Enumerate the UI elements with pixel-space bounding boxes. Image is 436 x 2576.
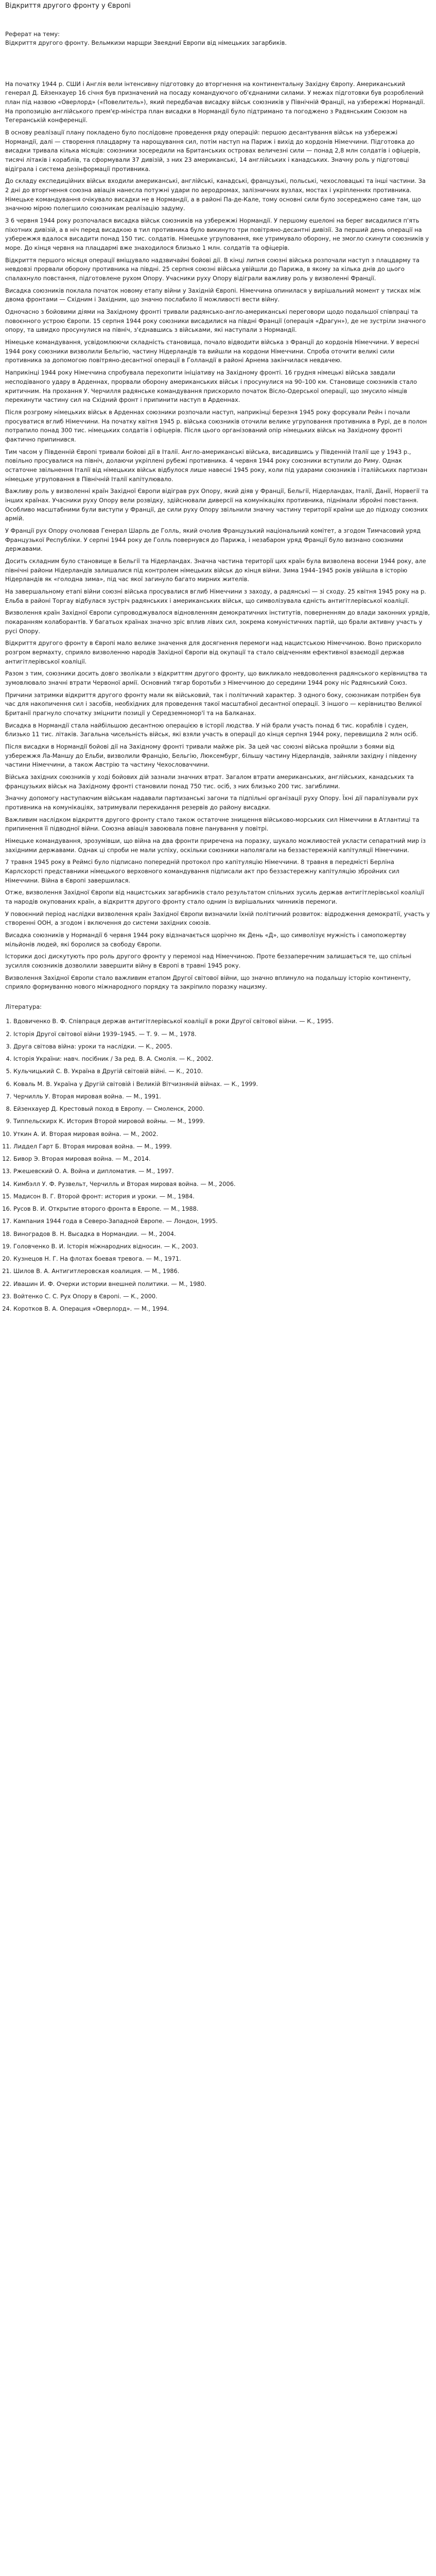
reference-item: 6. Коваль М. В. Україна у Другій світовій і Великій Вітчизняній війнах. — К., 1999.	[13, 1079, 431, 1089]
body-paragraph: З 6 червня 1944 року розпочалася висадка військ союзників на узбережжі Нормандії. У першому ешелоні на берег висадилися п'ять піхотних дивізій, а в ніч перед висадкою в тил противника було викинуто три повітряно-десантні дивізії. За перший день операції на узбережжя вдалося висадити понад 150 тис. солдатів. Німецьке угруповання, яке утримувало оборону, не змогло скинути союзників у море. До кінця червня на плацдармі вже знаходилося близько 1 млн. солдатів та офіцерів.	[5, 217, 429, 252]
body-paragraph: Німецьке командування, зрозумівши, що війна на два фронти приречена на поразку, шукало можливостей укласти сепаратний мир із західними державами. Однак ці спроби не мали успіху, оскільки союзники наполягали на беззастережній капітуляції Німеччини.	[5, 837, 426, 854]
body-paragraph: Після розгрому німецьких військ в Арденнах союзники розпочали наступ, наприкінці березня 1945 року форсували Рейн і почали просуватися вглиб Німеччини. На початку квітня 1945 р. війська союзників оточили велике угруповання противника в Рурі, де в полон потрапило понад 300 тис. німецьких солдатів і офіцерів. Після цього організований опір німецьких військ на Західному фронті фактично припинився.	[5, 408, 427, 443]
reference-item: 12. Бивор Э. Вторая мировая война. — М., 2014.	[13, 1154, 431, 1163]
reference-item: 2. Історія Другої світової війни 1939–1945. — Т. 9. — М., 1978.	[13, 1029, 431, 1039]
references-section	[5, 1002, 431, 1313]
body-paragraph: Війська західних союзників у ході бойових дій зазнали значних втрат. Загалом втрати американських, англійських, канадських та французьких військ на Західному фронті становили понад 750 тис. осіб, з них близько 200 тис. загиблими.	[5, 773, 414, 790]
reference-item: 8. Ейзенхауер Д. Крестовый поход в Европу. — Смоленск, 2000.	[13, 1104, 431, 1113]
body-paragraph: Важливу роль у визволенні країн Західної Європи відіграв рух Опору, який діяв у Франції, Бельгії, Нідерландах, Італії, Данії, Норвегії та інших країнах. Учасники руху Опору вели розвідку, здійснювали диверсії на комунікаціях противника, піднімали збройні повстання. Особливо масштабними були виступи у Франції, де сили руху Опору звільнили значну частину території країни ще до підходу союзних армій.	[5, 487, 429, 522]
body-paragraph: 7 травня 1945 року в Реймсі було підписано попередній протокол про капітуляцію Німеччини. 8 травня в передмісті Берліна Карлсхорсті представники німецького верховного командування підписали акт про беззастережну капітуляцію збройних сил Німеччини. Війна в Європі завершилася.	[5, 858, 399, 884]
body-paragraph: Висадка в Нормандії стала найбільшою десантною операцією в історії людства. У ній брали участь понад 6 тис. кораблів і суден, близько 11 тис. літаків. Загальна чисельність військ, які взяли участь в операції до кінця серпня 1944 року, перевищила 2 млн осіб.	[5, 721, 418, 738]
body-paragraph: Після висадки в Нормандії бойові дії на Західному фронті тривали майже рік. За цей час союзні війська пройшли з боями від узбережжя Ла-Маншу до Ельби, визволили Францію, Бельгію, Люксембург, більшу частину Нідерландів, зайняли західну і південну частини Німеччини, а також Австрію та частину Чехословаччини.	[5, 743, 417, 769]
reference-item: 4. Історія України: навч. посібник / За ред. В. А. Смолія. — К., 2002.	[13, 1054, 431, 1063]
body-paragraph: У Франції рух Опору очолював Генерал Шарль де Голль, який очолив Французький національний комітет, а згодом Тимчасовий уряд Французької Республіки. У серпні 1944 року де Голль повернувся до Парижа, і незабаром уряд Франції було визнано союзними державами.	[5, 527, 421, 553]
body-paragraph: На початку 1944 р. СШИ і Англія вели інтенсивну підготовку до вторгнення на континентальну Західну Європу. Американський генерал Д. Ейзенхауер 16 січня був призначений на посаду командуючого об'єднаними силами. У межах підготовки був розроблений план під назвою «Оверлорд» («Повелитель»), який передбачав висадку військ союзників у Північній Франції, на узбережжі Нормандії. На пропозицію англійського прем'єр-міністра план висадки в Нормандії було підтримано та погоджено з Радянським Союзом на Тегеранській конференції.	[5, 80, 425, 124]
reference-item: 10. Уткин А. И. Вторая мировая война. — М., 2002.	[13, 1129, 431, 1139]
body-paragraph: Висадка союзників у Нормандії 6 червня 1944 року відзначається щорічно як День «Д», що символізує мужність і самопожертву мільйонів людей, які боролися за свободу Європи.	[5, 931, 407, 948]
body-paragraph: Одночасно з бойовими діями на Західному фронті тривали радянсько-англо-американські переговори щодо подальшої співпраці та повоєнного устрою Європи. 15 серпня 1944 року союзники висадилися на півдні Франції (операція «Драгун»), де не зустріли значного опору, та швидко просунулися на північ, з'єднавшись з військами, які наступали з Нормандії.	[5, 308, 426, 334]
body-paragraph: Причини затримки відкриття другого фронту мали як військовий, так і політичний характер. З одного боку, союзникам потрібен був час для накопичення сил і засобів, необхідних для проведення такої масштабної десантної операції. З іншого — керівництво Великої Британії прагнуло спочатку зміцнити позиції у Середземномор'ї та на Балканах.	[5, 691, 422, 717]
reference-item: 19. Головченко В. И. Історія міжнародних відносин. — К., 2003.	[13, 1242, 431, 1251]
reference-item: 17. Кампания 1944 года в Северо-Западной Европе. — Лондон, 1995.	[13, 1216, 431, 1226]
references-title: Література:	[5, 1003, 42, 1011]
body-paragraph: Історики досі дискутують про роль другого фронту у перемозі над Німеччиною. Проте беззаперечним залишається те, що спільні зусилля союзників дозволили завершити війну в Європі в травні 1945 року.	[5, 953, 412, 970]
body-paragraph: Висадка союзників поклала початок новому етапу війни у Західній Європі. Німеччина опинилася у вирішальний момент у тисках між двома фронтами — Східним і Західним, що значно послабило її можливості вести війну.	[5, 286, 421, 303]
body-paragraph: Відкриття другого фронту в Європі мало велике значення для досягнення перемоги над нацистською Німеччиною. Воно прискорило розгром вермахту, сприяло визволенню народів Західної Європи від окупації та стало свідченням ефективної взаємодії держав антигітлерівської коаліції.	[5, 639, 422, 665]
body-paragraph: Відкриття першого місяця операції вміщувало надзвичайні бойові дії. В кінці липня союзні війська розпочали наступ з плацдарму та невдовзі прорвали оборону противника на півдні. 25 серпня союзні війська увійшли до Парижа, в якому за кілька днів до цього спалахнуло повстання, підготовлене рухом Опору. Учасники руху Опору відіграли важливу роль у визволенні Франції.	[5, 256, 420, 282]
reference-item: 20. Кузнецов Н. Г. На флотах боевая тревога. — М., 1971.	[13, 1254, 431, 1263]
body-paragraph: Німецьке командування, усвідомлюючи складність становища, почало відводити війська з Франції до кордонів Німеччини. У вересні 1944 року союзники визволили Бельгію, частину Нідерландів та вийшли на кордони Німеччини. Спроба оточити великі сили противника за допомогою повітряно-десантної операції в Голландії в районі Арнема закінчилася невдачею.	[5, 338, 420, 364]
reference-item: 22. Ивашин И. Ф. Очерки истории внешней политики. — М., 1980.	[13, 1279, 431, 1289]
body-paragraph: Визволення країн Західної Європи супроводжувалося відновленням демократичних інститутів, поверненням до влади законних урядів, покаранням колаборантів. У багатьох країнах значно зріс вплив лівих сил, зокрема комуністичних партій, що брали активну участь у русі Опору.	[5, 609, 430, 635]
body-paragraph: Разом з тим, союзники досить довго зволікали з відкриттям другого фронту, що викликало невдоволення радянського керівництва та зумовлювало значні втрати Червоної армії. Основний тягар боротьби з Німеччиною до середини 1944 року ніс Радянський Союз.	[5, 670, 427, 686]
body-paragraph: Отже, визволення Західної Європи від нацистських загарбників стало результатом спільних зусиль держав антигітлерівської коаліції та народів окупованих країн, а відкриття другого фронту стало одним із вирішальних чинників перемоги.	[5, 889, 424, 906]
body-paragraph: В основу реалізації плану покладено було послідовне проведення ряду операцій: першою десантування військ на узбережжі Нормандії, далі — створення плацдарму та нарощування сил, потім наступ на Париж і вихід до кордонів Німеччини. Підготовка до висадки тривала кілька місяців: союзники зосередили на Британських островах величезні сили — понад 2,8 млн солдатів і офіцерів, тисячі літаків і кораблів, та сформували 37 дивізій, з них 23 американські, 14 англійських і канадських. Значну роль у підготовці відіграла і система дезінформації противника.	[5, 129, 421, 173]
reference-item: 9. Типпельскирх К. История Второй мировой войны. — М., 1999.	[13, 1116, 431, 1126]
reference-item: 21. Шилов В. А. Антигитлеровская коалиция. — М., 1986.	[13, 1266, 431, 1276]
body-paragraph: Наприкінці 1944 року Німеччина спробувала перехопити ініціативу на Західному фронті. 16 грудня німецькі війська завдали несподіваного удару в Арденнах, прорвали оборону американських військ і просунулися на 90–100 км. Становище союзників стало критичним. На прохання У. Черчилля радянське командування прискорило початок Вісло-Одерської операції, що змусило німців перекинути частину сил на Східний фронт і припинити наступ в Арденнах.	[5, 369, 417, 404]
body-paragraph: Значну допомогу наступаючим військам надавали партизанські загони та підпільні організації руху Опору. Їхні дії паралізували рух противника на комунікаціях, затримували перекидання резервів до району висадки.	[5, 794, 418, 811]
reference-item: 24. Коротков В. А. Операция «Оверлорд». — М., 1994.	[13, 1304, 431, 1313]
body-paragraph: Тим часом у Південній Європі тривали бойові дії в Італії. Англо-американські війська, висадившись у Південній Італії ще у 1943 р., повільно просувалися на північ, долаючи укріплені рубежі противника. 4 червня 1944 року союзники вступили до Риму. Однак остаточне звільнення Італії від німецьких військ відбулося лише навесні 1945 року, коли під ударами союзників і італійських партизан німецьке угруповання в Північній Італії капітулювало.	[5, 448, 428, 483]
reference-item: 7. Черчилль У. Вторая мировая война. — М., 1991.	[13, 1092, 431, 1101]
body-paragraph: Визволення Західної Європи стало важливим етапом Другої світової війни, що значно вплинуло на подальшу історію континенту, сприяло формуванню нового міжнародного порядку та закріпило поразку нацизму.	[5, 974, 411, 991]
essay-subject: Відкриття другого фронту. Вельмкиэи марщри Звеядниї Европи від німецьких загарбиків.	[5, 39, 287, 46]
essay-label: Реферат на тему:	[5, 30, 60, 38]
body-paragraph: До складу експедиційних військ входили американські, англійські, канадські, французькі, польські, чехословацькі та інші частини. За 2 дні до вторгнення союзна авіація нанесла потужні удари по аеродромах, залізничних вузлах, мостах і укріпленнях противника. Німецьке командування очікувало висадки не в Нормандії, а в районі Па-де-Кале, тому основні сили було зосереджено саме там, що значною мірою полегшило союзникам реалізацію задуму.	[5, 177, 426, 212]
reference-item: 14. Кимбэлл У. Ф. Рузвельт, Черчилль и Вторая мировая война. — М., 2006.	[13, 1179, 431, 1189]
reference-item: 5. Кульчицький С. В. Україна в Другій світовій війні. — К., 2010.	[13, 1066, 431, 1076]
reference-item: 1. Вдовиченко В. Ф. Співпраця держав антигітлерівської коаліції в роки Другої світової війни. — К., 1995.	[13, 1016, 431, 1026]
body-paragraph: Досить складним було становище в Бельгії та Нідерландах. Значна частина території цих країн була визволена восени 1944 року, але північні райони Нідерландів залишалися під контролем німецьких військ до кінця війни. Зима 1944–1945 років увійшла в історію Нідерландів як «голодна зима», під час якої загинуло багато мирних жителів.	[5, 557, 426, 583]
reference-item: 15. Мадисон В. Г. Второй фронт: история и уроки. — М., 1984.	[13, 1192, 431, 1201]
reference-item: 11. Лиддел Гарт Б. Вторая мировая война. — М., 1999.	[13, 1142, 431, 1151]
reference-item: 13. Ржешевский О. А. Война и дипломатия. — М., 1997.	[13, 1166, 431, 1176]
references-list	[5, 1016, 431, 1313]
reference-item: 23. Войтенко С. С. Рух Опору в Європі. — К., 2000.	[13, 1292, 431, 1301]
body-paragraph: На завершальному етапі війни союзні війська просувалися вглиб Німеччини з заходу, а радянські — зі сходу. 25 квітня 1945 року на р. Ельба в районі Торгау відбулася зустріч радянських і американських військ, що символізувала єдність антигітлерівської коаліції.	[5, 587, 426, 604]
reference-item: 18. Виноградов В. Н. Высадка в Нормандии. — М., 2004.	[13, 1229, 431, 1239]
body-paragraph: У повоєнний період наслідки визволення країн Західної Європи визначили їхній політичний розвиток: відродження демократії, участь у створенні ООН, а згодом і включення до системи західних союзів.	[5, 910, 430, 927]
reference-item: 3. Друга світова війна: уроки та наслідки. — К., 2005.	[13, 1042, 431, 1051]
body-paragraph: Важливим наслідком відкриття другого фронту стало також остаточне знищення військово-морських сил Німеччини в Атлантиці та припинення її підводної війни. Союзна авіація завоювала повне панування у повітрі.	[5, 816, 420, 833]
essay-body	[5, 80, 431, 992]
document-title: Відкриття другого фронту у Європі	[5, 2, 131, 10]
reference-item: 16. Русов В. И. Открытие второго фронта в Европе. — М., 1988.	[13, 1204, 431, 1213]
